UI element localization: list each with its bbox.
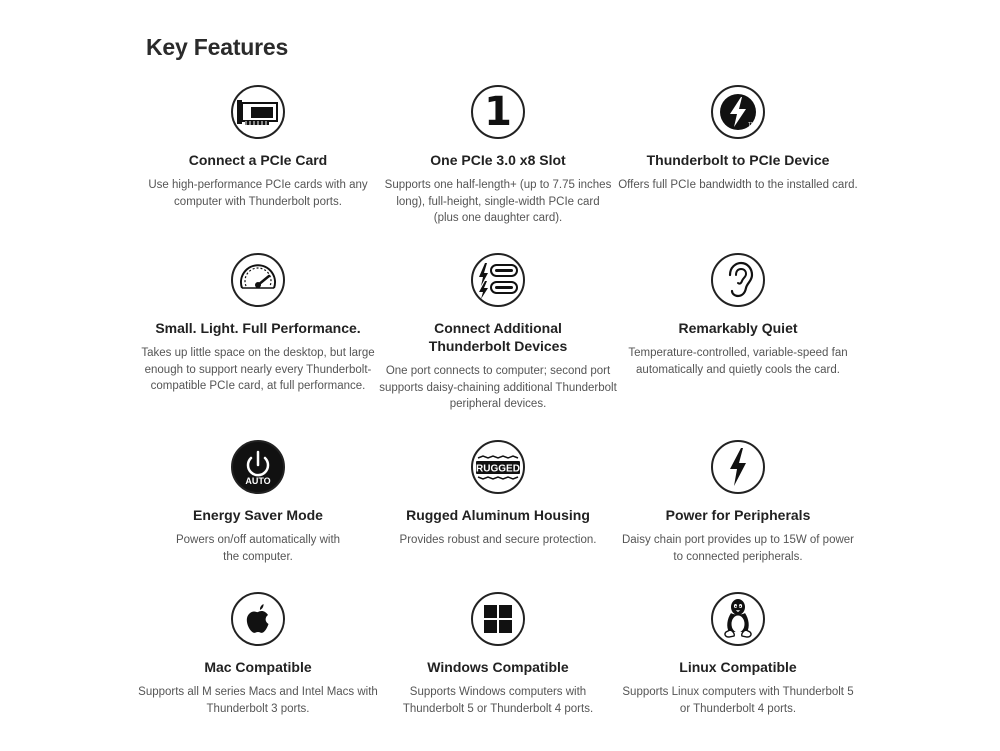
rugged-badge-icon <box>471 440 525 494</box>
feature-title: Windows Compatible <box>427 659 569 675</box>
feature-desc: Daisy chain port provides up to 15W of power to connected peripherals. <box>621 534 855 563</box>
feature-title: Energy Saver Mode <box>193 507 323 523</box>
feature-desc: Offers full PCIe bandwidth to the installed card. <box>618 179 858 191</box>
feature-small-light <box>138 253 378 395</box>
feature-title: Power for Peripherals <box>665 507 811 523</box>
feature-desc: Powers on/off automatically with the computer. <box>175 534 341 563</box>
feature-desc: Supports all M series Macs and Intel Macs with Thunderbolt 3 ports. <box>138 686 378 715</box>
number-one-glyph: 1 <box>484 89 512 135</box>
speedometer-icon <box>231 253 285 307</box>
feature-desc: Temperature-controlled, variable-speed fan automatically and quietly cools the card. <box>628 347 848 376</box>
feature-title: Mac Compatible <box>204 659 312 675</box>
feature-title: Remarkably Quiet <box>678 320 798 336</box>
power-auto-icon <box>231 440 285 494</box>
page-title: Key Features <box>146 34 289 60</box>
feature-desc: Supports one half-length+ (up to 7.75 inches long), full-height, single-width PCIe card (plus one daughter card). <box>384 179 612 224</box>
feature-title: One PCIe 3.0 x8 Slot <box>430 152 566 168</box>
feature-title: Connect Additional Thunderbolt Devices <box>428 320 568 354</box>
feature-title: Connect a PCIe Card <box>188 152 328 168</box>
feature-title: Small. Light. Full Performance. <box>155 320 361 336</box>
feature-desc: One port connects to computer; second port supports daisy-chaining additional Thunderbolt peripheral devices. <box>379 365 617 410</box>
number-one-icon <box>471 85 525 139</box>
feature-rugged-housing <box>378 440 618 549</box>
feature-windows-compatible <box>378 592 618 717</box>
thunderbolt-icon <box>711 85 765 139</box>
feature-desc: Supports Windows computers with Thunderbolt 5 or Thunderbolt 4 ports. <box>402 686 594 715</box>
feature-thunderbolt-to-pcie <box>618 85 858 194</box>
auto-label: AUTO <box>245 476 271 486</box>
feature-connect-additional <box>378 253 618 413</box>
ear-icon <box>711 253 765 307</box>
feature-connect-pcie-card <box>138 85 378 210</box>
feature-desc: Supports Linux computers with Thunderbolt 5 or Thunderbolt 4 ports. <box>622 686 854 715</box>
apple-icon <box>231 592 285 646</box>
rugged-label: RUGGED <box>476 463 520 475</box>
feature-power-peripherals <box>618 440 858 565</box>
pcie-card-icon <box>231 85 285 139</box>
feature-linux-compatible <box>618 592 858 717</box>
feature-desc: Use high-performance PCIe cards with any computer with Thunderbolt ports. <box>148 179 368 208</box>
feature-energy-saver <box>138 440 378 565</box>
feature-title: Linux Compatible <box>679 659 797 675</box>
feature-title: Thunderbolt to PCIe Device <box>646 152 830 168</box>
feature-desc: Provides robust and secure protection. <box>399 534 597 546</box>
trademark-label: TM <box>748 122 756 128</box>
feature-mac-compatible <box>138 592 378 717</box>
linux-penguin-icon <box>711 592 765 646</box>
feature-remarkably-quiet <box>618 253 858 378</box>
feature-desc: Takes up little space on the desktop, but large enough to support nearly every Thunderbolt- compatible PCIe card, at full performance. <box>141 347 375 392</box>
windows-icon <box>471 592 525 646</box>
feature-title: Rugged Aluminum Housing <box>406 507 590 523</box>
lightning-bolt-icon <box>711 440 765 494</box>
feature-one-pcie-slot <box>378 85 618 227</box>
thunderbolt-ports-icon <box>471 253 525 307</box>
